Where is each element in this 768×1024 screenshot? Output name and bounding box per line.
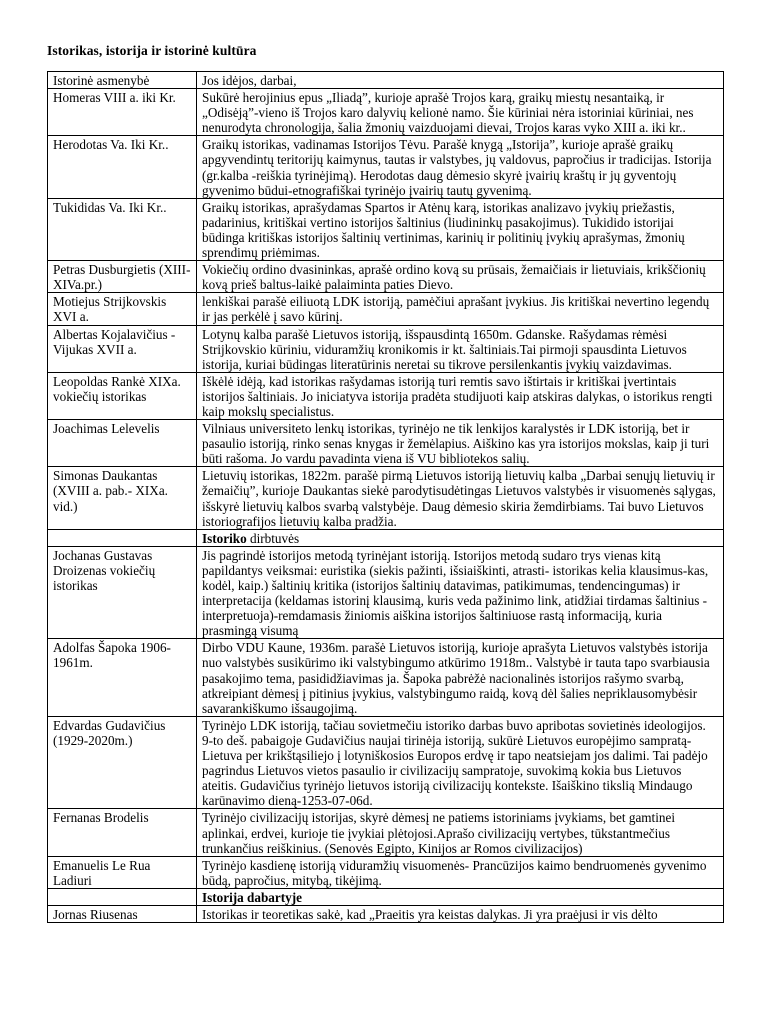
- person-name-cell: Motiejus Strijkovskis XVI a.: [48, 293, 197, 325]
- table-row: [48, 136, 724, 198]
- table-row: [48, 420, 724, 467]
- person-name-cell: Jornas Riusenas: [48, 905, 197, 922]
- description-cell: Iškėlė idėją, kad istorikas rašydamas istoriją turi remtis savo ištirtais ir kritiškai įvertintais istorijos šaltiniais. Jo iniciatyva istorija pradėta studijuoti kaip atskiras dalykas, o istorikus rengti kaip mokslų specialistus.: [197, 372, 724, 419]
- description-cell: Tyrinėjo civilizacijų istorijas, skyrė dėmesį ne patiems istoriniams įvykiams, bet gamtinei aplinkai, erdvei, kurioje tie įvykiai plėtojosi.Aprašo civilizacijų vertybes, tūkstantmečius trunkančius reiškinius. (Senovės Egipto, Kinijos ar Romos civilizacijos): [197, 809, 724, 856]
- section-empty-cell: [48, 888, 197, 905]
- description-cell: Dirbo VDU Kaune, 1936m. parašė Lietuvos istoriją, kurioje aprašyta Lietuvos valstybės istorija nuo valstybės susikūrimo iki valstybingumo atkūrimo 1918m.. Valstybė ir tauta tapo svarbiausia pasakojimo tema, pasididžiavimas ja. Šapoka pabrėžė nacionalinės istorijos rašymo svarbą, atkreipiant dėmesį į pitinius įvykius, valstybingumo raidą, kovą dėl šalies nepriklausomybėsir savarankiškumo išsaugojimą.: [197, 639, 724, 716]
- header-person-cell: Istorinė asmenybė: [48, 72, 197, 89]
- table-body: [48, 72, 724, 923]
- table-row: [48, 856, 724, 888]
- historians-table: [47, 71, 724, 923]
- person-name-cell: Emanuelis Le Rua Ladiuri: [48, 856, 197, 888]
- section-heading-bold: Istoriko: [202, 530, 247, 546]
- person-name-cell: Simonas Daukantas (XVIII a. pab.- XIXa. vid.): [48, 467, 197, 529]
- section-row: [48, 529, 724, 546]
- description-cell: Jis pagrindė istorijos metodą tyrinėjant istoriją. Istorijos metodą sudaro trys vienas kitą papildantys veiksmai: euristika (siekis pažinti, išsiaiškinti, atrasti- istorikas kelia klausimus-kas, kodėl, kaip.) šaltinių kritika (istorijos šaltinių datavimas, patikimumas, tendencingumas) ir interpretacija (keldamas istorinį klausimą, kuris veda pažinimo link, atidžiai tirdamas šaltinius -interpretuoja)-remdamasis žiniomis aiškina istorijos šaltiniuose rastą informaciją, kuria prasmingą visumą: [197, 546, 724, 639]
- person-name-cell: Edvardas Gudavičius (1929-2020m.): [48, 716, 197, 809]
- table-row: [48, 716, 724, 809]
- description-cell: lenkiškai parašė eiliuotą LDK istoriją, pamėčiui aprašant įvykius. Jis kritiškai nevertino legendų ir jas perkėlė į savo kūrinį.: [197, 293, 724, 325]
- description-cell: Graikų istorikas, vadinamas Istorijos Tėvu. Parašė knygą „Istorija”, kurioje aprašė graikų apgyvendintų teritorijų kaimynus, tautas ir valstybes, jų valdovus, papročius ir tradicijas. Istorija (gr.kalba -reiškia tyrinėjimą). Herodotas daug dėmesio skyrė įvairių kraštų ir jų gyventojų gyvenimo būdui-etnografiškai tyrinėjo įvairių tautų gyvenimą.: [197, 136, 724, 198]
- header-ideas-cell: Jos idėjos, darbai,: [197, 72, 724, 89]
- table-row: [48, 261, 724, 293]
- person-name-cell: Leopoldas Rankė XIXa. vokiečių istorikas: [48, 372, 197, 419]
- person-name-cell: Fernanas Brodelis: [48, 809, 197, 856]
- person-name-cell: Homeras VIII a. iki Kr.: [48, 89, 197, 136]
- section-heading: [197, 529, 724, 546]
- table-header-row: [48, 72, 724, 89]
- table-row: [48, 89, 724, 136]
- table-row: [48, 467, 724, 529]
- person-name-cell: Albertas Kojalavičius -Vijukas XVII a.: [48, 325, 197, 372]
- document-title: Istorikas, istorija ir istorinė kultūra: [47, 43, 257, 58]
- section-heading-rest: dirbtuvės: [246, 530, 300, 546]
- table-row: [48, 905, 724, 922]
- description-cell: Vokiečių ordino dvasininkas, aprašė ordino kovą su prūsais, žemaičiais ir lietuviais, krikščionių kovą prieš baltus-laikė palaiminta paties Dievo.: [197, 261, 724, 293]
- table-row: [48, 293, 724, 325]
- person-name-cell: Adolfas Šapoka 1906-1961m.: [48, 639, 197, 716]
- description-cell: Istorikas ir teoretikas sakė, kad „Praeitis yra keistas dalykas. Ji yra praėjusi ir vis dėlto: [197, 905, 724, 922]
- description-cell: Graikų istorikas, aprašydamas Spartos ir Atėnų karą, istorikas analizavo įvykių priežastis, padarinius, kritiškai vertino istorijos šaltinius (liudininkų pasakojimus). Tukidido istorijai būdinga kritiškas istorijos šaltinių vertinimas, karinių ir politinių įvykių aprašymas, žmonių sprendimų priėmimas.: [197, 198, 724, 260]
- person-name-cell: Tukididas Va. Iki Kr..: [48, 198, 197, 260]
- table-row: [48, 639, 724, 716]
- description-cell: Sukūrė herojinius epus „Iliadą”, kurioje aprašė Trojos karą, graikų miestų nesantaiką, ir „Odisėją”-vieno iš Trojos karo dalyvių kelionė namo. Šie kūriniai nėra istoriniai kūriniai, nes nenurodyta chronologija, šalia žmonių vaizduojami dievai, Trojos karas vyko XIII a. iki kr..: [197, 89, 724, 136]
- description-cell: Lotynų kalba parašė Lietuvos istoriją, išspausdintą 1650m. Gdanske. Rašydamas rėmėsi Strijkovskio kūriniu, viduramžių kronikomis ir kt. šaltiniais.Tai pirmoji spausdinta Lietuvos istorija, kuriai būdingas literatūrinis neretai su tikrove persilenkantis įvykių vaizdavimas.: [197, 325, 724, 372]
- description-cell: Lietuvių istorikas, 1822m. parašė pirmą Lietuvos istoriją lietuvių kalba „Darbai senųjų lietuvių ir žemaičių”, kurioje Daukantas siekė parodytisudėtingas Lietuvos valstybės ir visuomenės sąlygas, išskyrė lietuvių kalbos svarbą valstybėje. Daug dėmesio skiria žemdirbiams. Tai buvo Lietuvos istoriografijos lietuvių kalba pradžia.: [197, 467, 724, 529]
- table-row: [48, 372, 724, 419]
- description-cell: Vilniaus universiteto lenkų istorikas, tyrinėjo ne tik lenkijos karalystės ir LDK istoriją, bet ir pasaulio istoriją, rinko senas knygas ir žemėlapius. Aiškino kas yra istorijos mokslas, kaip ji turi būti rašoma. Jo vardu pavadinta viena iš VU bibliotekos salių.: [197, 420, 724, 467]
- table-row: [48, 325, 724, 372]
- table-row: [48, 809, 724, 856]
- person-name-cell: Herodotas Va. Iki Kr..: [48, 136, 197, 198]
- description-cell: Tyrinėjo kasdienę istoriją viduramžių visuomenės- Prancūzijos kaimo bendruomenės gyvenimo būdą, papročius, mitybą, tikėjimą.: [197, 856, 724, 888]
- section-empty-cell: [48, 529, 197, 546]
- person-name-cell: Jochanas Gustavas Droizenas vokiečių istorikas: [48, 546, 197, 639]
- person-name-cell: Joachimas Lelevelis: [48, 420, 197, 467]
- table-row: [48, 546, 724, 639]
- person-name-cell: Petras Dusburgietis (XIII-XIVa.pr.): [48, 261, 197, 293]
- section-heading-bold: Istorija dabartyje: [202, 889, 302, 905]
- section-heading: [197, 888, 724, 905]
- section-row: [48, 888, 724, 905]
- table-row: [48, 198, 724, 260]
- description-cell: Tyrinėjo LDK istoriją, tačiau sovietmečiu istoriko darbas buvo apribotas sovietinės ideologijos. 9-to deš. pabaigoje Gudavičius naujai tirinėja istoriją, sukūrė Lietuvos europėjimo sampratą-Lietuva per krikštąsiliejo į lotyniškosios Europos erdvę ir tapo neatsiejam jos dalimi. Tai padėjo pagrindus Lietuvos vietos pasaulio ir civilizacijų sampratoje, suvokimą kokia bus Lietuvos ateitis. Gudavičius tyrinėjo lietuvos istoriją civilizacijų kontekste. Išaiškino tikslią Mindaugo karūnavimo dieną-1253-07-06d.: [197, 716, 724, 809]
